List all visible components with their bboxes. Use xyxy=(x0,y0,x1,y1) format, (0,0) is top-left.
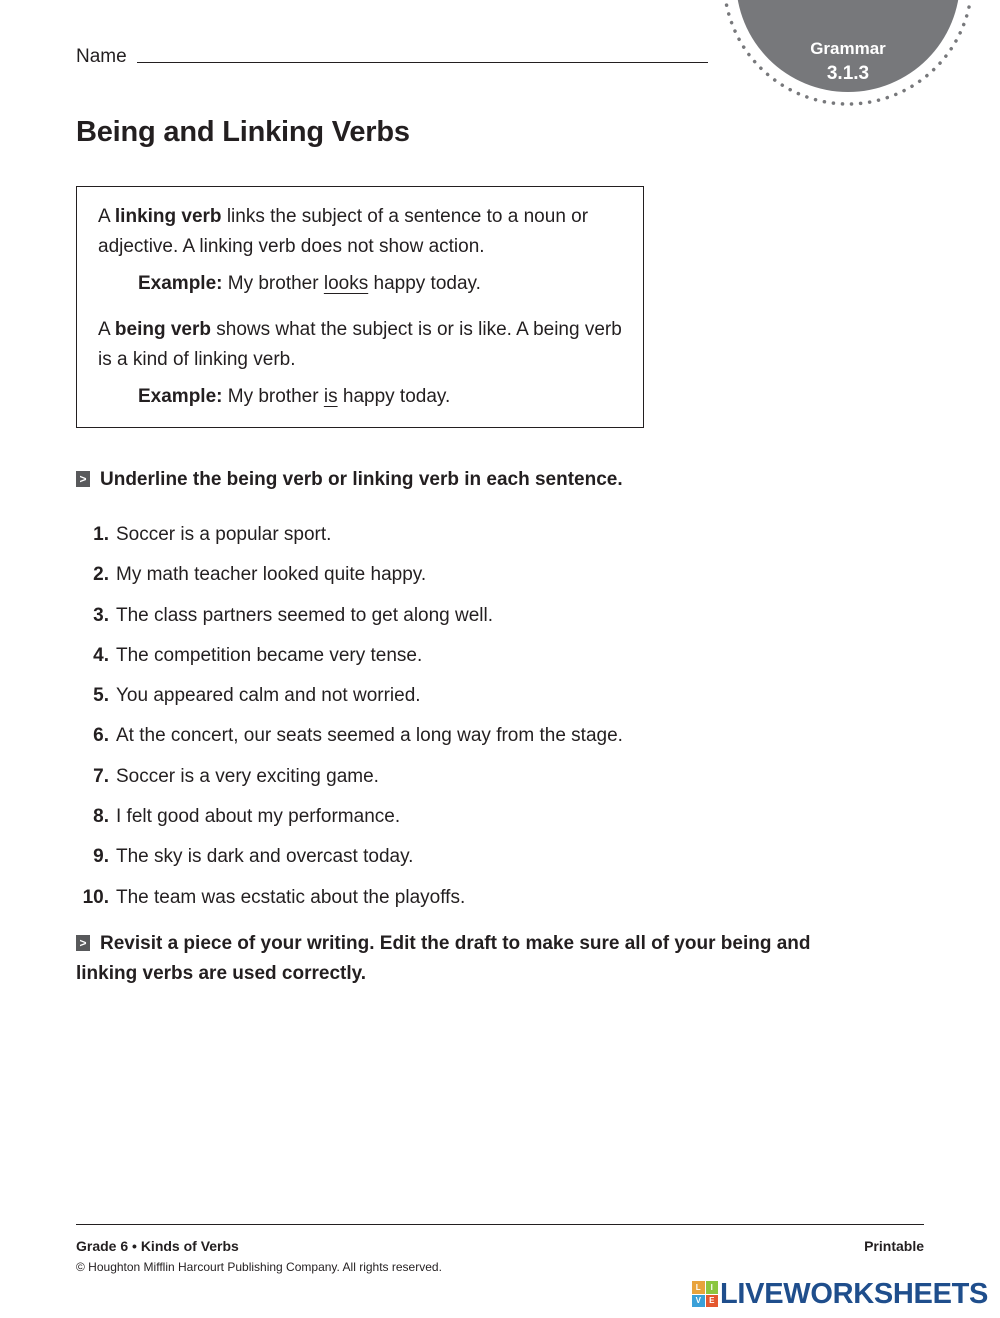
exercise-list xyxy=(76,520,776,923)
exercise-sentence[interactable]: The class partners seemed to get along well. xyxy=(116,604,494,626)
exercise-item xyxy=(76,520,776,560)
exercise-number: 1. xyxy=(93,524,109,545)
exercise-sentence[interactable]: My math teacher looked quite happy. xyxy=(116,564,427,586)
exercise-item xyxy=(76,883,776,923)
exercise-number: 5. xyxy=(93,685,109,707)
arrow-icon: > xyxy=(76,935,90,951)
footer-printable: Printable xyxy=(864,1238,924,1254)
example-verb-looks: looks xyxy=(323,273,369,294)
exercise-sentence[interactable]: The team was ecstatic about the playoffs. xyxy=(116,886,466,908)
liveworksheets-icon: L I V E xyxy=(692,1281,718,1307)
being-verb-definition: A being verb shows what the subject is or is like. A being verb is a kind of linking verb. xyxy=(98,319,622,370)
exercise-sentence[interactable]: You appeared calm and not worried. xyxy=(116,685,421,707)
linking-verb-example: Example: My brother looks happy today. xyxy=(138,273,481,294)
example-label: Example: xyxy=(138,273,223,294)
linking-verb-definition: A linking verb links the subject of a sentence to a noun or adjective. A linking verb does not show action. xyxy=(98,206,589,257)
footer-rule xyxy=(76,1224,924,1225)
exercise-number: 4. xyxy=(93,644,109,666)
page-title: Being and Linking Verbs xyxy=(76,116,410,148)
exercise-number: 7. xyxy=(93,765,109,787)
exercise-item xyxy=(76,721,776,761)
exercise-item xyxy=(76,560,776,600)
exercise-number: 2. xyxy=(93,564,109,586)
exercise-item xyxy=(76,762,776,802)
name-line[interactable] xyxy=(137,62,708,63)
exercise-number: 9. xyxy=(93,846,109,868)
exercise-sentence[interactable]: Soccer is a very exciting game. xyxy=(116,765,379,787)
exercise-number: 6. xyxy=(93,725,109,747)
exercise-sentence[interactable]: At the concert, our seats seemed a long way from the stage. xyxy=(116,725,623,747)
instruction-revisit: > Revisit a piece of your writing. Edit the draft to make sure all of your being and linking verbs are used correctly. xyxy=(76,933,811,984)
copyright: © Houghton Mifflin Harcourt Publishing Company. All rights reserved. xyxy=(76,1260,442,1274)
badge-number: 3.1.3 xyxy=(826,63,870,84)
being-verb-example: Example: My brother is happy today. xyxy=(138,386,451,407)
exercise-item xyxy=(76,601,776,641)
name-label: Name xyxy=(76,46,127,67)
exercise-item xyxy=(76,842,776,882)
exercise-item xyxy=(76,802,776,842)
instruction-underline: > Underline the being verb or linking verb in each sentence. xyxy=(76,465,776,495)
exercise-item xyxy=(76,681,776,721)
exercise-number: 3. xyxy=(93,604,109,626)
footer-grade-topic: Grade 6 • Kinds of Verbs xyxy=(76,1238,239,1254)
exercise-sentence[interactable]: The competition became very tense. xyxy=(116,644,423,666)
badge-title: Grammar xyxy=(810,39,886,58)
being-verb-term: being verb xyxy=(114,319,211,340)
linking-verb-term: linking verb xyxy=(114,206,222,227)
exercise-number: 10. xyxy=(82,886,109,908)
example-verb-is: is xyxy=(323,386,338,407)
exercise-sentence[interactable]: I felt good about my performance. xyxy=(116,806,401,828)
liveworksheets-text: LIVEWORKSHEETS xyxy=(720,1277,989,1310)
exercise-sentence[interactable]: Soccer is a popular sport. xyxy=(116,524,332,545)
example-label: Example: xyxy=(138,386,223,407)
exercise-number: 8. xyxy=(93,806,109,828)
arrow-icon: > xyxy=(76,471,90,487)
liveworksheets-logo[interactable] xyxy=(692,1278,988,1310)
exercise-sentence[interactable]: The sky is dark and overcast today. xyxy=(116,846,414,868)
exercise-item xyxy=(76,641,776,681)
